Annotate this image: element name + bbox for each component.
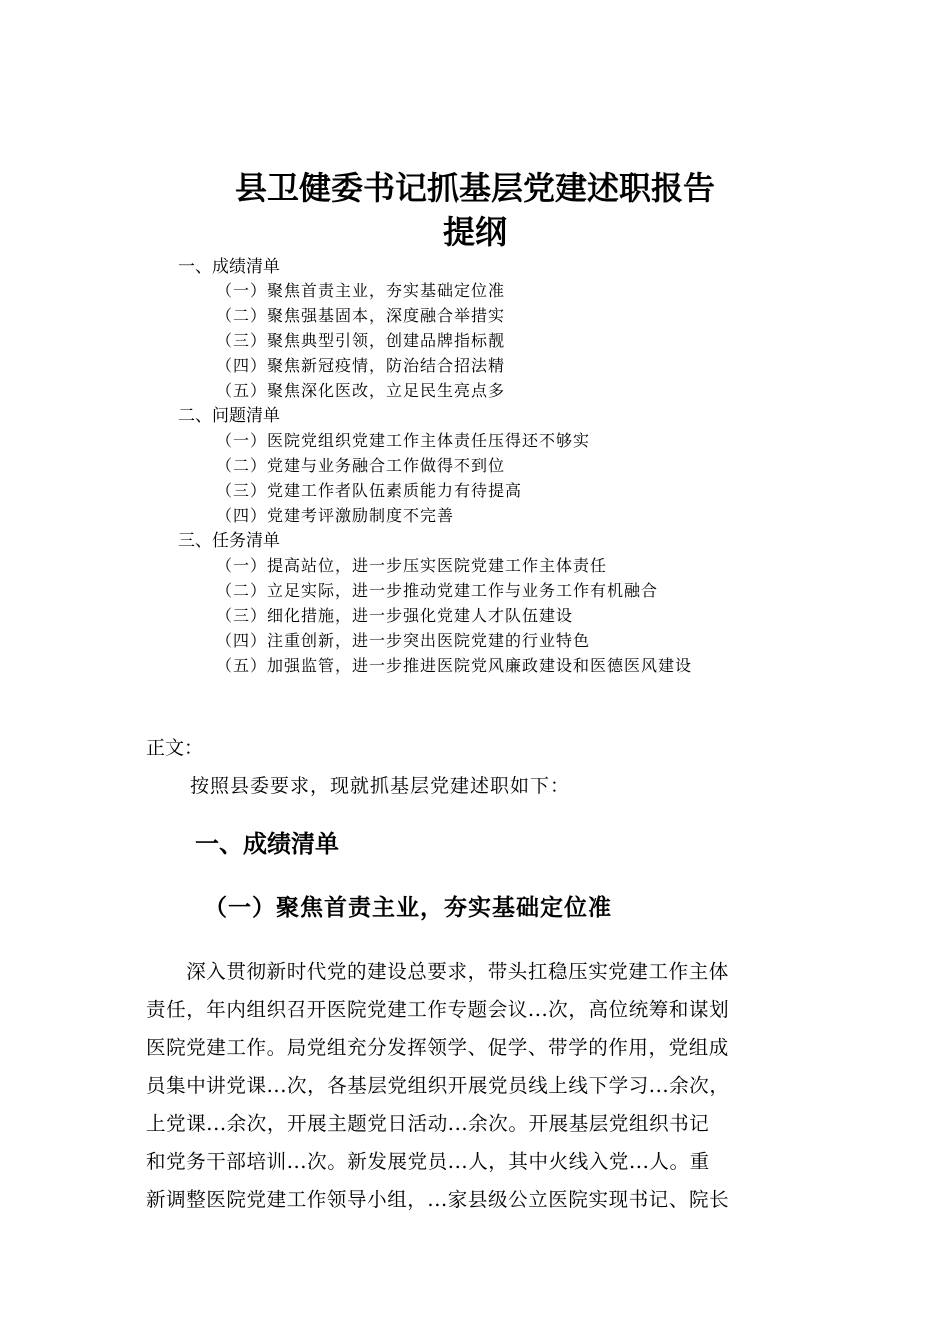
outline-item: （二）党建与业务融合工作做得不到位 [216,456,506,475]
outline-item: （一）提高站位，进一步压实医院党建工作主体责任 [216,556,608,575]
outline-item: （二）聚焦强基固本，深度融合举措实 [216,306,506,325]
paragraph-line: 员集中讲党课...次，各基层党组织开展党员线上线下学习...余次， [146,1074,730,1097]
subsection-heading: （一）聚焦首责主业，夯实基础定位准 [204,894,612,921]
zhengwen-label: 正文： [146,737,204,759]
document-title: 县卫健委书记抓基层党建述职报告 [234,169,715,207]
outline-item: （五）聚焦深化医改，立足民生亮点多 [216,381,506,400]
paragraph-line: 医院党建工作。局党组充分发挥领学、促学、带学的作用，党组成 [146,1036,729,1059]
paragraph-line: 责任，年内组织召开医院党建工作专题会议...次，高位统筹和谋划 [146,998,730,1021]
outline-item: （二）立足实际，进一步推动党建工作与业务工作有机融合 [216,581,659,600]
outline-item: （三）聚焦典型引领，创建品牌指标靓 [216,331,506,350]
outline-item: （五）加强监管，进一步推进医院党风廉政建设和医德医风建设 [216,656,693,675]
outline-heading: 一、成绩清单 [178,257,280,277]
outline-item: （四）聚焦新冠疫情，防治结合招法精 [216,356,506,375]
paragraph-line: 上党课...余次，开展主题党日活动...余次。开展基层党组织书记 [146,1112,710,1135]
document-subtitle: 提纲 [442,213,507,251]
outline-item: （四）党建考评激励制度不完善 [216,506,455,525]
section-heading: 一、成绩清单 [195,830,339,858]
outline-item: （一）医院党组织党建工作主体责任压得还不够实 [216,431,591,450]
paragraph-line: 新调整医院党建工作领导小组，...家县级公立医院实现书记、院长 [146,1188,730,1211]
paragraph-line: 深入贯彻新时代党的建设总要求，带头扛稳压实党建工作主体 [146,960,729,983]
outline-item: （一）聚焦首责主业，夯实基础定位准 [216,281,506,300]
outline-item: （三）党建工作者队伍素质能力有待提高 [216,481,523,500]
outline-item: （四）注重创新，进一步突出医院党建的行业特色 [216,631,591,650]
outline-item: （三）细化措施，进一步强化党建人才队伍建设 [216,606,574,625]
intro-paragraph: 按照县委要求，现就抓基层党建述职如下： [190,775,571,797]
outline-heading: 三、任务清单 [178,531,280,551]
outline-heading: 二、问题清单 [178,406,280,426]
paragraph-line: 和党务干部培训...次。新发展党员...人，其中火线入党...人。重 [146,1150,710,1173]
